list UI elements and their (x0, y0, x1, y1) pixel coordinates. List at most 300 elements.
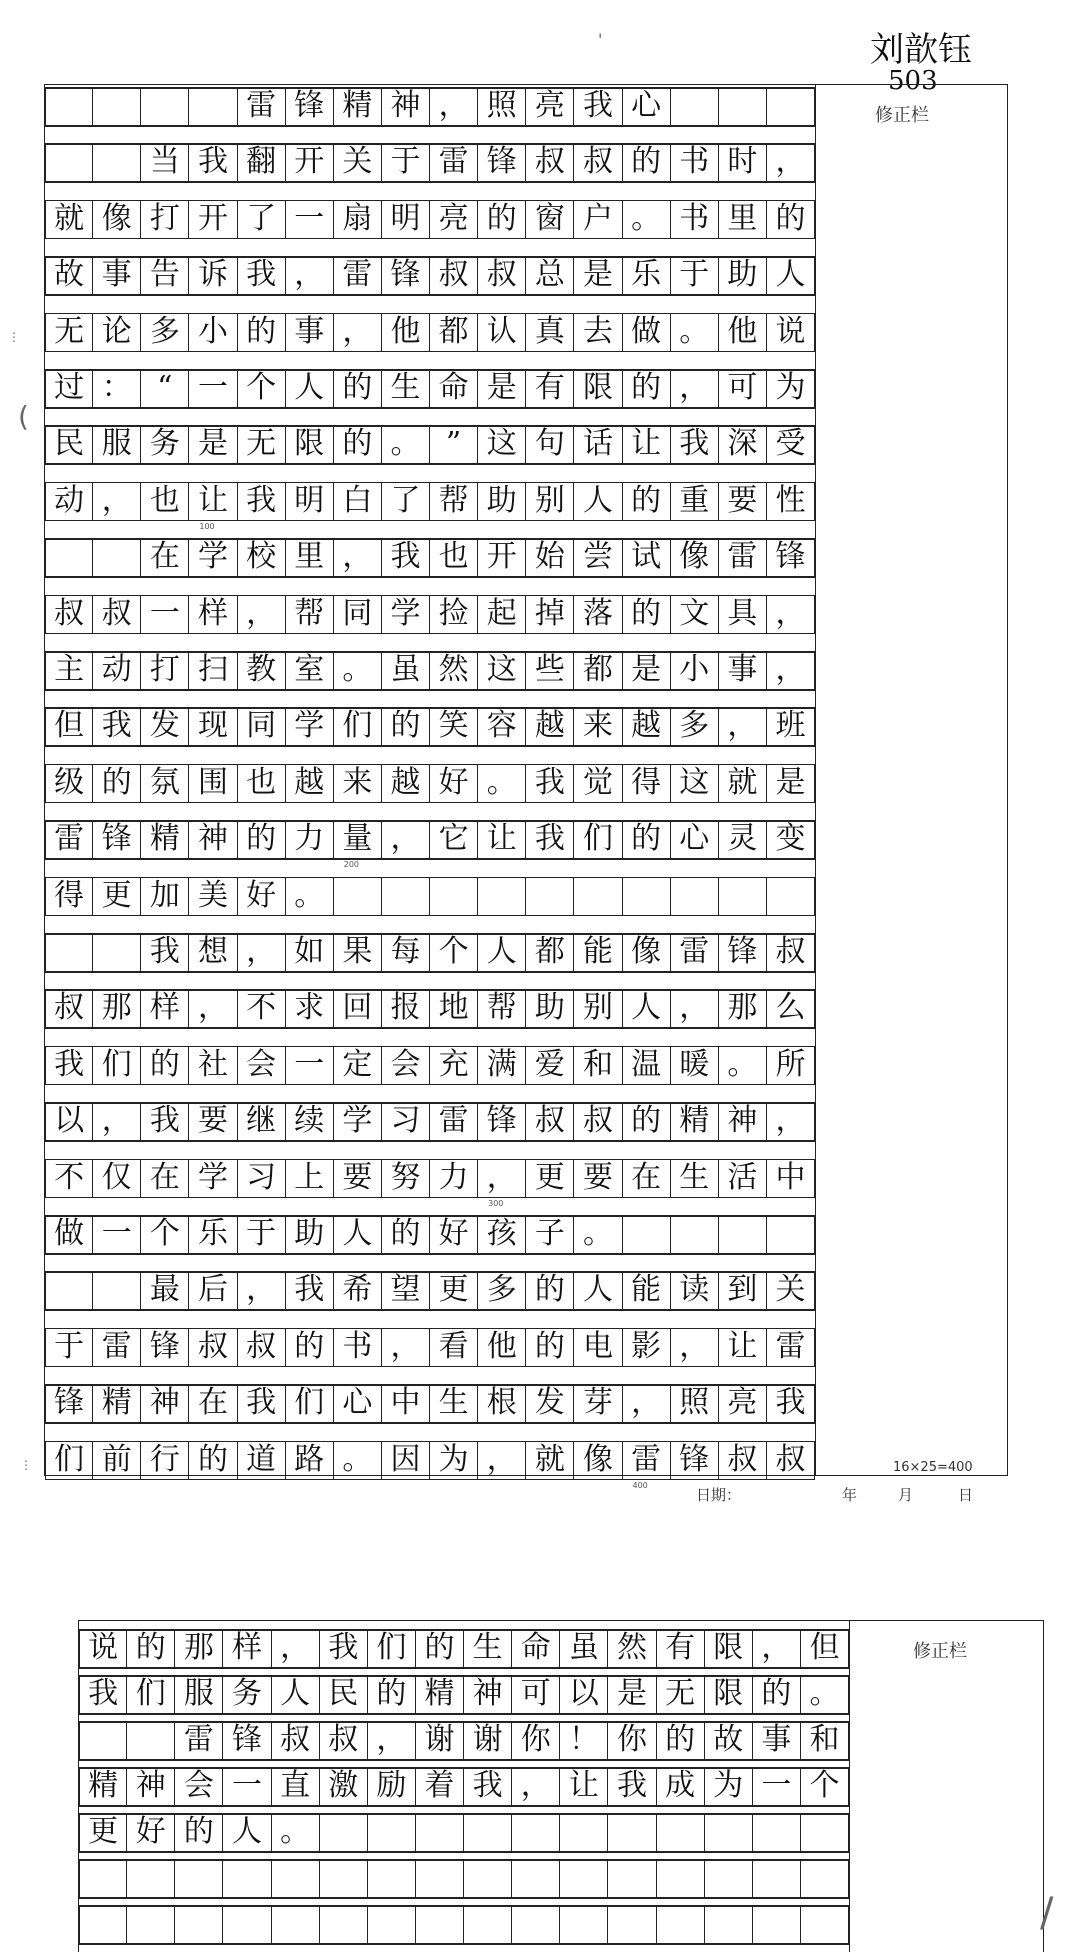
grid-cell: 好 (430, 1215, 478, 1253)
grid-cell: 行 (141, 1441, 189, 1479)
word-count-mark: 100 (199, 521, 215, 531)
grid-cell: 锋 (671, 1441, 719, 1479)
grid-cell: 去 (574, 313, 622, 351)
grid-cell: 神 (719, 1102, 767, 1140)
grid-cell: 锋 (141, 1328, 189, 1366)
grid-cell: 里 (286, 538, 334, 576)
grid-cell: 校 (238, 538, 286, 576)
grid-cell: 能 (574, 933, 622, 971)
grid-cell (368, 1905, 416, 1943)
grid-cell (320, 1905, 368, 1943)
grid-cell: 窗 (526, 200, 574, 238)
grid-cell: 民 (45, 425, 93, 463)
date-label: 日期： (696, 1486, 742, 1504)
grid-cell: 人 (272, 1675, 320, 1713)
grid-cell: 笑 (430, 707, 478, 745)
grid-rule (79, 1713, 849, 1715)
grid-cell: 人 (334, 1215, 382, 1253)
grid-cell: 上 (286, 1159, 334, 1197)
grid-cell: 限 (705, 1675, 753, 1713)
grid-cell: 看 (430, 1328, 478, 1366)
grid-row (45, 595, 815, 633)
grid-cell: 力 (286, 820, 334, 858)
grid-row (79, 1905, 849, 1943)
grid-rule (45, 1366, 815, 1368)
grid-cell: ： (93, 369, 141, 407)
grid-cell: 精 (93, 1384, 141, 1422)
writing-grid-2 (79, 1621, 849, 1952)
grid-rule (45, 1422, 815, 1424)
grid-cell: 报 (382, 989, 430, 1027)
grid-cell (320, 1859, 368, 1897)
grid-row (45, 369, 815, 407)
grid-cell: ， (767, 143, 815, 181)
grid-cell: 。 (623, 200, 671, 238)
grid-cell: 励 (368, 1767, 416, 1805)
edge-mark: / (1040, 1890, 1054, 1936)
grid-cell: 书 (334, 1328, 382, 1366)
grid-cell: 句 (526, 425, 574, 463)
grid-cell: 故 (45, 256, 93, 294)
grid-row (79, 1721, 849, 1759)
grid-cell: 书 (671, 200, 719, 238)
grid-cell: 可 (512, 1675, 560, 1713)
grid-cell: 就 (526, 1441, 574, 1479)
grid-cell: 电 (574, 1328, 622, 1366)
grid-cell: 于 (382, 143, 430, 181)
grid-cell: 么 (767, 989, 815, 1027)
grid-cell: 服 (93, 425, 141, 463)
grid-cell: 限 (574, 369, 622, 407)
grid-cell: 的 (286, 1328, 334, 1366)
grid-cell: 锋 (382, 256, 430, 294)
grid-cell: 那 (175, 1629, 223, 1667)
grid-cell: 地 (430, 989, 478, 1027)
grid-cell: 主 (45, 651, 93, 689)
grid-cell: 雷 (45, 820, 93, 858)
grid-cell: 读 (671, 1271, 719, 1309)
grid-cell: 无 (45, 313, 93, 351)
grid-cell: 要 (189, 1102, 237, 1140)
grid-cell: 锋 (478, 1102, 526, 1140)
grid-cell: 为 (705, 1767, 753, 1805)
grid-cell: 叔 (189, 1328, 237, 1366)
grid-cell: 小 (189, 313, 237, 351)
grid-cell: 都 (526, 933, 574, 971)
grid-rule (45, 633, 815, 635)
grid-cell: 神 (382, 87, 430, 125)
grid-cell: 我 (464, 1767, 512, 1805)
grid-cell: 越 (623, 707, 671, 745)
grid-cell: 精 (334, 87, 382, 125)
grid-cell: ， (767, 651, 815, 689)
grid-cell: 帮 (286, 595, 334, 633)
grid-row (45, 764, 815, 802)
grid-cell: ， (238, 1271, 286, 1309)
grid-cell: 们 (286, 1384, 334, 1422)
grid-cell: 叔 (45, 989, 93, 1027)
grid-cell: 中 (767, 1159, 815, 1197)
grid-cell: 打 (141, 651, 189, 689)
grid-cell: 是 (478, 369, 526, 407)
grid-cell: 叔 (719, 1441, 767, 1479)
grid-cell: 的 (382, 1215, 430, 1253)
grid-cell: 一 (286, 200, 334, 238)
grid-cell: 一 (753, 1767, 801, 1805)
grid-cell: 们 (368, 1629, 416, 1667)
grid-cell: 。 (272, 1813, 320, 1851)
grid-cell (175, 1905, 223, 1943)
grid-cell (671, 1215, 719, 1253)
grid-rule (45, 802, 815, 804)
grid-cell: 更 (526, 1159, 574, 1197)
grid-cell: 动 (93, 651, 141, 689)
grid-cell: 个 (801, 1767, 849, 1805)
grid-cell (382, 877, 430, 915)
grid-cell: 无 (238, 425, 286, 463)
essay-sheet-1 (44, 84, 1008, 1490)
grid-cell: 容 (478, 707, 526, 745)
grid-cell: 习 (238, 1159, 286, 1197)
grid-row (79, 1675, 849, 1713)
grid-rule (45, 1197, 815, 1199)
grid-cell: 要 (574, 1159, 622, 1197)
grid-cell: 孩 (478, 1215, 526, 1253)
grid-cell: 文 (671, 595, 719, 633)
grid-cell: 我 (320, 1629, 368, 1667)
grid-cell: 亮 (526, 87, 574, 125)
grid-cell (45, 1271, 93, 1309)
grid-cell: 人 (286, 369, 334, 407)
grid-rule (79, 1897, 849, 1899)
grid-row (45, 1046, 815, 1084)
grid-cell: 在 (141, 1159, 189, 1197)
grid-cell: 锋 (719, 933, 767, 971)
grid-cell: 根 (478, 1384, 526, 1422)
grid-cell (45, 933, 93, 971)
grid-cell (705, 1813, 753, 1851)
grid-cell: 个 (141, 1215, 189, 1253)
grid-cell: 人 (223, 1813, 271, 1851)
grid-cell (657, 1859, 705, 1897)
word-count-mark: 300 (488, 1198, 504, 1208)
grid-rule (45, 520, 815, 522)
grid-cell: 的 (526, 1271, 574, 1309)
grid-cell: 生 (382, 369, 430, 407)
grid-cell: 定 (334, 1046, 382, 1084)
grid-cell: 我 (79, 1675, 127, 1713)
grid-cell: 一 (223, 1767, 271, 1805)
grid-cell: 。 (801, 1675, 849, 1713)
grid-cell: 生 (464, 1629, 512, 1667)
grid-rule (45, 745, 815, 747)
grid-cell: 神 (127, 1767, 175, 1805)
grid-cell: 但 (801, 1629, 849, 1667)
grid-cell: 芽 (574, 1384, 622, 1422)
grid-rule (45, 294, 815, 296)
grid-rule (45, 407, 815, 409)
grid-cell: 是 (608, 1675, 656, 1713)
grid-cell: 道 (238, 1441, 286, 1479)
grid-cell (623, 1215, 671, 1253)
grid-cell: 学 (189, 538, 237, 576)
grid-cell: 小 (671, 651, 719, 689)
grid-cell: 叔 (478, 256, 526, 294)
grid-cell: 叔 (574, 1102, 622, 1140)
grid-cell (560, 1859, 608, 1897)
grid-cell: 谢 (416, 1721, 464, 1759)
grid-cell: 告 (141, 256, 189, 294)
grid-cell (719, 87, 767, 125)
grid-cell: 教 (238, 651, 286, 689)
correction-column-2 (849, 1621, 1044, 1952)
grid-cell: 雷 (430, 143, 478, 181)
grid-cell: 美 (189, 877, 237, 915)
grid-cell: 我 (141, 933, 189, 971)
grid-cell: 让 (560, 1767, 608, 1805)
grid-cell: 事 (93, 256, 141, 294)
grid-cell: 于 (238, 1215, 286, 1253)
grid-rule (45, 1479, 815, 1481)
grid-cell (608, 1813, 656, 1851)
grid-cell (671, 87, 719, 125)
grid-row (45, 1215, 815, 1253)
grid-row (45, 1159, 815, 1197)
grid-cell: 班 (767, 707, 815, 745)
grid-cell: 人 (478, 933, 526, 971)
grid-cell: 照 (478, 87, 526, 125)
grid-cell: 雷 (719, 538, 767, 576)
grid-cell: 的 (141, 1046, 189, 1084)
grid-cell: 亮 (430, 200, 478, 238)
grid-cell: 雷 (334, 256, 382, 294)
grid-cell: 我 (574, 87, 622, 125)
grid-cell: 的 (93, 764, 141, 802)
grid-cell: 落 (574, 595, 622, 633)
grid-cell: 开 (478, 538, 526, 576)
grid-cell: 我 (238, 256, 286, 294)
grid-cell: 过 (45, 369, 93, 407)
grid-cell: 果 (334, 933, 382, 971)
grid-cell: 在 (141, 538, 189, 576)
grid-cell: 的 (382, 707, 430, 745)
grid-cell (189, 87, 237, 125)
grid-cell: 们 (93, 1046, 141, 1084)
grid-cell: 事 (753, 1721, 801, 1759)
grid-cell: ， (719, 707, 767, 745)
grid-cell: 以 (45, 1102, 93, 1140)
grid-cell (368, 1813, 416, 1851)
grid-rule (45, 971, 815, 973)
grid-cell: 社 (189, 1046, 237, 1084)
grid-cell: 然 (608, 1629, 656, 1667)
grid-cell: 着 (416, 1767, 464, 1805)
author-name: 刘歆钰 (870, 30, 972, 70)
grid-cell: ！ (560, 1721, 608, 1759)
word-count-mark: 400 (632, 1480, 648, 1490)
grid-cell: 命 (430, 369, 478, 407)
grid-cell: 让 (189, 482, 237, 520)
grid-cell: 望 (382, 1271, 430, 1309)
grid-cell: 叔 (526, 1102, 574, 1140)
grid-cell: 们 (45, 1441, 93, 1479)
grid-cell: 我 (382, 538, 430, 576)
grid-cell: 为 (767, 369, 815, 407)
grid-cell: 开 (189, 200, 237, 238)
grid-cell: 叔 (574, 143, 622, 181)
grid-cell: ， (272, 1629, 320, 1667)
grid-row (79, 1629, 849, 1667)
grid-rule (45, 1140, 815, 1142)
grid-rule (79, 1759, 849, 1761)
grid-cell: 他 (478, 1328, 526, 1366)
grid-cell: 多 (671, 707, 719, 745)
grid-cell: 的 (334, 369, 382, 407)
grid-cell: 仅 (93, 1159, 141, 1197)
grid-cell: 精 (79, 1767, 127, 1805)
grid-cell: 乐 (189, 1215, 237, 1253)
grid-cell: 命 (512, 1629, 560, 1667)
grid-cell: 前 (93, 1441, 141, 1479)
grid-cell (671, 877, 719, 915)
grid-cell: 满 (478, 1046, 526, 1084)
grid-cell: 叔 (272, 1721, 320, 1759)
grid-rule (45, 125, 815, 127)
grid-cell: 雷 (623, 1441, 671, 1479)
grid-cell: 助 (526, 989, 574, 1027)
grid-cell: 我 (238, 1384, 286, 1422)
grid-cell: ， (334, 538, 382, 576)
grid-cell: 民 (320, 1675, 368, 1713)
grid-cell: 雷 (93, 1328, 141, 1366)
grid-cell: 越 (286, 764, 334, 802)
grid-row (79, 1859, 849, 1897)
correction-column-label: 修正栏 (875, 105, 929, 126)
grid-cell: 叔 (526, 143, 574, 181)
grid-rule (79, 1805, 849, 1807)
grid-cell: 虽 (560, 1629, 608, 1667)
grid-cell: 到 (719, 1271, 767, 1309)
grid-cell: 始 (526, 538, 574, 576)
grid-cell: 限 (705, 1629, 753, 1667)
grid-cell (801, 1813, 849, 1851)
grid-cell: ， (93, 482, 141, 520)
grid-row (45, 651, 815, 689)
grid-cell: 的 (767, 200, 815, 238)
grid-cell: 的 (189, 1441, 237, 1479)
grid-row (45, 989, 815, 1027)
grid-cell: ” (430, 425, 478, 463)
grid-cell (416, 1905, 464, 1943)
grid-cell: 雷 (767, 1328, 815, 1366)
grid-row (45, 933, 815, 971)
grid-cell: ， (767, 595, 815, 633)
grid-cell (223, 1905, 271, 1943)
essay-title (45, 87, 815, 125)
grid-cell: 努 (382, 1159, 430, 1197)
grid-cell: 学 (189, 1159, 237, 1197)
grid-cell: ， (286, 256, 334, 294)
year-label: 年 (842, 1486, 858, 1504)
grid-cell (657, 1905, 705, 1943)
grid-cell: 好 (430, 764, 478, 802)
grid-cell: 也 (238, 764, 286, 802)
grid-cell (705, 1905, 753, 1943)
grid-cell: 神 (464, 1675, 512, 1713)
grid-cell: 力 (430, 1159, 478, 1197)
grid-cell: 扫 (189, 651, 237, 689)
grid-cell: 们 (574, 820, 622, 858)
grid-cell: 别 (574, 989, 622, 1027)
grid-cell: 具 (719, 595, 767, 633)
grid-rule (45, 915, 815, 917)
grid-rule (45, 858, 815, 860)
grid-cell: 。 (286, 877, 334, 915)
grid-cell: 锋 (223, 1721, 271, 1759)
grid-cell (223, 1859, 271, 1897)
grid-cell: 当 (141, 143, 189, 181)
grid-cell: 叔 (430, 256, 478, 294)
grid-cell: 精 (671, 1102, 719, 1140)
grid-cell: 白 (334, 482, 382, 520)
grid-cell: ， (368, 1721, 416, 1759)
month-label: 月 (898, 1486, 914, 1504)
grid-cell (368, 1859, 416, 1897)
grid-cell (79, 1721, 127, 1759)
grid-cell: 雷 (175, 1721, 223, 1759)
grid-cell: 激 (320, 1767, 368, 1805)
stray-mark: ' (598, 30, 603, 49)
grid-cell: 更 (79, 1813, 127, 1851)
grid-cell: ， (238, 595, 286, 633)
grid-cell: 于 (45, 1328, 93, 1366)
grid-cell: 你 (512, 1721, 560, 1759)
grid-cell: 越 (382, 764, 430, 802)
word-count-mark: 200 (343, 860, 360, 870)
grid-cell: 室 (286, 651, 334, 689)
grid-cell: 心 (334, 1384, 382, 1422)
grid-spec: 16×25=400 (893, 1460, 973, 1475)
grid-cell: 做 (45, 1215, 93, 1253)
grid-cell (719, 1215, 767, 1253)
grid-cell: 些 (526, 651, 574, 689)
grid-cell (93, 1271, 141, 1309)
grid-cell: 好 (127, 1813, 175, 1851)
grid-cell (464, 1859, 512, 1897)
grid-cell (560, 1905, 608, 1943)
grid-cell: 它 (430, 820, 478, 858)
grid-row (79, 1767, 849, 1805)
grid-cell: 有 (657, 1629, 705, 1667)
grid-cell: 但 (45, 707, 93, 745)
grid-row (45, 707, 815, 745)
grid-cell: 精 (416, 1675, 464, 1713)
grid-cell: 会 (175, 1767, 223, 1805)
grid-cell: 真 (526, 313, 574, 351)
grid-cell: ， (671, 989, 719, 1027)
grid-cell: 神 (189, 820, 237, 858)
grid-cell: 的 (175, 1813, 223, 1851)
grid-cell: 我 (767, 1384, 815, 1422)
grid-cell: 不 (238, 989, 286, 1027)
grid-cell: 帮 (430, 482, 478, 520)
correction-column-label-2: 修正栏 (913, 1641, 967, 1662)
grid-cell: ， (189, 989, 237, 1027)
grid-cell (705, 1859, 753, 1897)
grid-cell: 人 (574, 1271, 622, 1309)
grid-cell: 让 (623, 425, 671, 463)
grid-cell: 户 (574, 200, 622, 238)
